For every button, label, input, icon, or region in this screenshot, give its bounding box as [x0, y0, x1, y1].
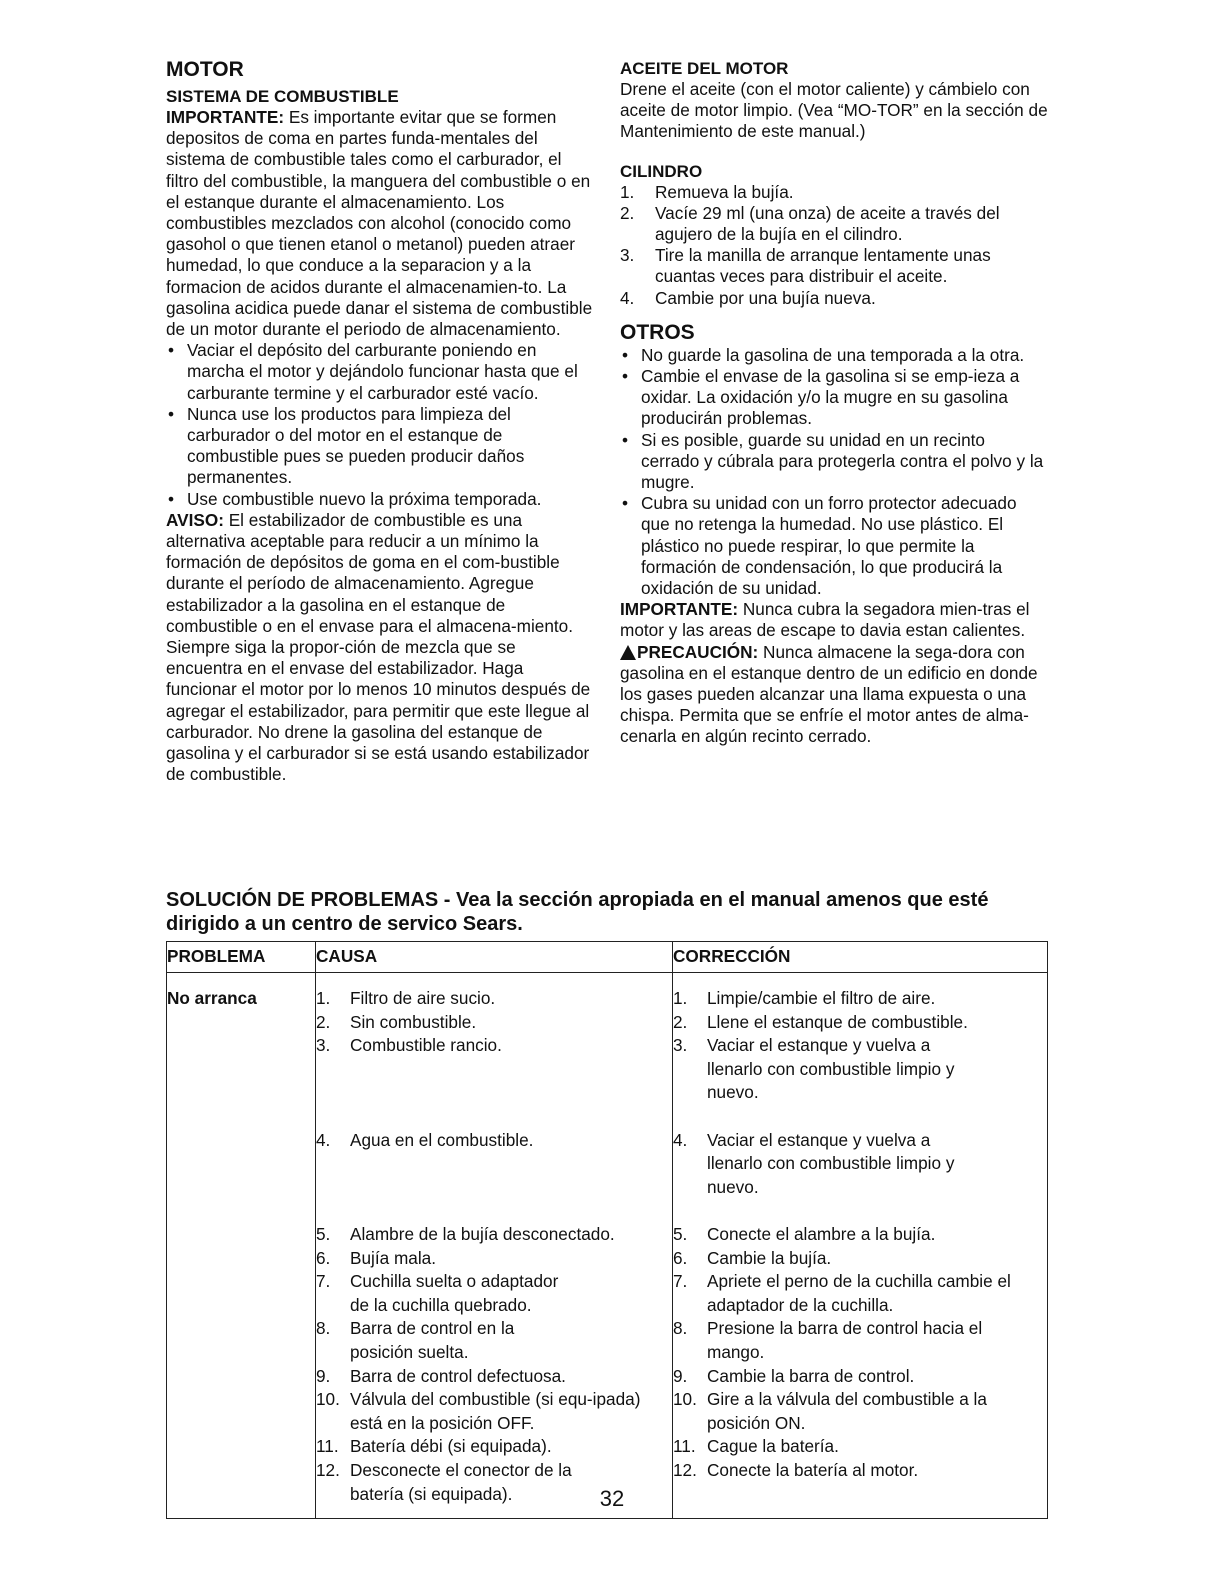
step-number: 4. — [620, 287, 635, 308]
item-number: 12. — [316, 1459, 340, 1480]
oil-text: Drene el aceite (con el motor caliente) y cámbielo con aceite de motor limpio. (Vea “MO-TOR” en la sección de Mantenimiento de este manual.) — [620, 79, 1048, 142]
step-text: Cambie por una bujía nueva. — [655, 287, 876, 308]
item-number: 8. — [316, 1318, 331, 1339]
list-item — [316, 1034, 672, 1128]
item-text: Agua en el combustible. — [350, 1129, 534, 1150]
item-number: 9. — [316, 1365, 331, 1386]
item-number: 8. — [673, 1318, 688, 1339]
list-item — [316, 1388, 650, 1435]
cylinder-heading: CILINDRO — [620, 161, 703, 181]
item-text: Desconecte el conector de la batería (si equipada). — [350, 1459, 572, 1504]
list-item — [673, 1247, 1047, 1271]
aviso-label: AVISO: — [166, 509, 224, 530]
item-number: 5. — [673, 1223, 688, 1244]
item-number: 2. — [673, 1011, 688, 1032]
list-item: • Si es posible, guarde su unidad en un recinto cerrado y cúbrala para protegerla contra el polvo y la mugre. — [620, 430, 1048, 494]
list-item — [316, 1011, 672, 1035]
item-text: Vaciar el estanque y vuelva a llenarlo con combustible limpio y nuevo. — [707, 1035, 955, 1103]
list-item — [673, 1365, 1047, 1389]
list-item — [673, 1317, 997, 1364]
list-item — [673, 1459, 1047, 1483]
item-text: Cague la batería. — [707, 1436, 839, 1457]
problem-cell: No arranca — [167, 973, 316, 1519]
list-item — [673, 1129, 972, 1223]
item-number: 12. — [673, 1459, 697, 1480]
item-number: 10. — [316, 1389, 340, 1410]
item-number: 2. — [316, 1011, 331, 1032]
right-column — [620, 58, 1048, 748]
column-header-problem: PROBLEMA — [167, 942, 316, 973]
step-text: Vacíe 29 ml (una onza) de aceite a través del agujero de la bujía en el cilindro. — [655, 202, 1000, 245]
item-text: Cuchilla suelta o adaptador de la cuchilla quebrado. — [350, 1271, 559, 1315]
item-text: Sin combustible. — [350, 1011, 477, 1032]
others-important-label: IMPORTANTE: — [620, 599, 739, 620]
fuel-important-label: IMPORTANTE: — [166, 107, 285, 127]
item-number: 3. — [673, 1035, 688, 1056]
caution-paragraph — [620, 642, 1048, 748]
fuel-system-heading: SISTEMA DE COMBUSTIBLE — [166, 87, 399, 106]
list-item — [673, 1034, 972, 1128]
list-item — [673, 1223, 1047, 1247]
item-number: 11. — [316, 1436, 339, 1457]
item-number: 6. — [673, 1247, 688, 1268]
item-number: 7. — [673, 1271, 688, 1292]
column-header-cause: CAUSA — [316, 942, 673, 973]
corrections-cell — [673, 973, 1048, 1519]
table-header-row — [167, 942, 1048, 973]
aviso-text: El estabilizador de combustible es una alternativa aceptable para reducir a un mínimo la formación de depósitos de goma en el com-bustible durante el período de almacenamiento. Agregue estabilizador a la gasolina en el estanque de combustible o en el envase para el almacena-miento. Siempre siga la propor-ción de mezcla que se encuentra en el envase del estabilizador. Haga funcionar el motor por lo menos 10 minutos después de agregar el estabilizador, para permitir que este llegue al carburador. No drene la gasolina del estanque de gasolina y el carburador si se está usando estabilizador de combustible. — [166, 509, 591, 785]
item-text: Cambie la bujía. — [707, 1247, 832, 1268]
item-text: Filtro de aire sucio. — [350, 988, 496, 1008]
oil-heading: ACEITE DEL MOTOR — [620, 59, 789, 78]
page-number: 32 — [599, 1486, 625, 1511]
item-text: Llene el estanque de combustible. — [707, 1011, 968, 1032]
list-item — [316, 1129, 672, 1223]
item-number: 4. — [673, 1129, 688, 1150]
list-item — [316, 1270, 565, 1317]
item-number: 7. — [316, 1271, 331, 1292]
caution-label: PRECAUCIÓN: — [637, 641, 759, 662]
item-text: Vaciar el estanque y vuelva a llenarlo con combustible limpio y nuevo. — [707, 1129, 955, 1197]
item-text: Cambie la barra de control. — [707, 1365, 915, 1386]
cylinder-steps — [620, 182, 1048, 309]
list-item: • Use combustible nuevo la próxima temporada. — [166, 489, 594, 510]
fuel-important-text: Es importante evitar que se formen depositos de coma en partes funda-mentales del sistema de combustible tales como el carburador, el filtro del combustible, la manguera del combustible o en el estanque durante el almacenamiento. Los combustibles mezclados con alcohol (conocido como gasohol o que tienen etanol o metanol) pueden atraer humedad, lo que conduce a la separacion y a la formacion de acidos durante el almacenamien-to. La gasolina acidica puede danar el sistema de combustible de un motor durante el periodo de almacenamiento. — [166, 107, 593, 340]
item-text: Conecte la batería al motor. — [707, 1459, 919, 1480]
fuel-bullet-list — [166, 340, 594, 510]
item-text: Gire a la válvula del combustible a la posición ON. — [707, 1389, 987, 1433]
spacer — [620, 143, 1048, 161]
item-number: 5. — [316, 1223, 331, 1244]
item-text: Barra de control en la posición suelta. — [350, 1318, 515, 1362]
list-item — [316, 1247, 672, 1271]
step-number: 1. — [620, 181, 635, 202]
list-item — [316, 1365, 672, 1389]
item-text: Limpie/cambie el filtro de aire. — [707, 988, 936, 1008]
aviso-paragraph — [166, 510, 594, 786]
others-important-text: Nunca cubra la segadora mien-tras el motor y las areas de escape to davia estan calientes. — [620, 599, 1030, 641]
item-text: Válvula del combustible (si equ-ipada) está en la posición OFF. — [350, 1389, 641, 1433]
list-item — [316, 1317, 550, 1364]
list-item — [673, 987, 1047, 1011]
list-item — [620, 203, 1048, 245]
list-item: • Nunca use los productos para limpieza del carburador o del motor en el estanque de combustible pues se pueden producir daños permanentes. — [166, 404, 594, 489]
spacer — [620, 309, 1048, 321]
step-number: 3. — [620, 245, 635, 266]
troubleshooting-table — [166, 941, 1048, 1519]
item-text: Bujía mala. — [350, 1247, 436, 1268]
fuel-important-paragraph — [166, 107, 594, 340]
item-text: Combustible rancio. — [350, 1035, 502, 1056]
warning-triangle-icon — [620, 645, 636, 660]
causes-cell — [316, 973, 673, 1519]
step-text: Tire la manilla de arranque lentamente unas cuantas veces para distribuir el aceite. — [655, 245, 991, 287]
list-item — [673, 1270, 1037, 1317]
list-item — [620, 182, 1048, 203]
list-item — [316, 1223, 672, 1247]
item-number: 10. — [673, 1389, 697, 1410]
table-row — [167, 973, 1048, 1519]
item-number: 1. — [316, 988, 331, 1008]
list-item — [673, 1388, 1007, 1435]
list-item — [316, 1435, 672, 1459]
left-column — [166, 58, 594, 786]
list-item — [620, 245, 1048, 287]
list-item — [673, 1435, 1047, 1459]
item-text: Conecte el alambre a la bujía. — [707, 1223, 936, 1244]
item-text: Presione la barra de control hacia el mango. — [707, 1318, 983, 1362]
list-item — [316, 987, 672, 1011]
item-number: 6. — [316, 1247, 331, 1268]
motor-title: MOTOR — [166, 58, 244, 81]
list-item — [673, 1011, 1047, 1035]
column-header-correction: CORRECCIÓN — [673, 942, 1048, 973]
item-number: 1. — [673, 988, 688, 1008]
item-text: Apriete el perno de la cuchilla cambie el adaptador de la cuchilla. — [707, 1271, 1011, 1315]
others-important-paragraph — [620, 599, 1048, 641]
item-number: 11. — [673, 1436, 696, 1457]
list-item — [620, 288, 1048, 309]
list-item: • Cambie el envase de la gasolina si se emp-ieza a oxidar. La oxidación y/o la mugre en su gasolina producirán problemas. — [620, 366, 1048, 430]
others-bullet-list — [620, 345, 1048, 599]
item-text: Alambre de la bujía desconectado. — [350, 1223, 615, 1244]
step-number: 2. — [620, 202, 635, 223]
step-text: Remueva la bujía. — [655, 181, 794, 202]
list-item: • No guarde la gasolina de una temporada a la otra. — [620, 345, 1048, 366]
list-item: • Cubra su unidad con un forro protector adecuado que no retenga la humedad. No use plástico. El plástico no puede respirar, lo que permite la formación de condensación, lo que producirá la oxidación de su unidad. — [620, 493, 1048, 599]
item-text: Batería débi (si equipada). — [350, 1436, 552, 1457]
item-number: 9. — [673, 1365, 688, 1386]
others-heading: OTROS — [620, 320, 695, 344]
item-number: 3. — [316, 1035, 331, 1056]
item-text: Barra de control defectuosa. — [350, 1365, 566, 1386]
item-number: 4. — [316, 1129, 331, 1150]
caution-text: Nunca almacene la sega-dora con gasolina en el estanque dentro de un edificio en donde los gases pueden alcanzar una llama expuesta o una chispa. Permita que se enfríe el motor antes de alma-cenarla en algún recinto cerrado. — [620, 641, 1038, 747]
list-item: • Vaciar el depósito del carburante poniendo en marcha el motor y dejándolo funcionar hasta que el carburante termine y el carburador esté vacío. — [166, 340, 594, 404]
troubleshooting-heading: SOLUCIÓN DE PROBLEMAS - Vea la sección apropiada en el manual amenos que esté dirigido a un centro de servico Sears. — [166, 889, 989, 935]
